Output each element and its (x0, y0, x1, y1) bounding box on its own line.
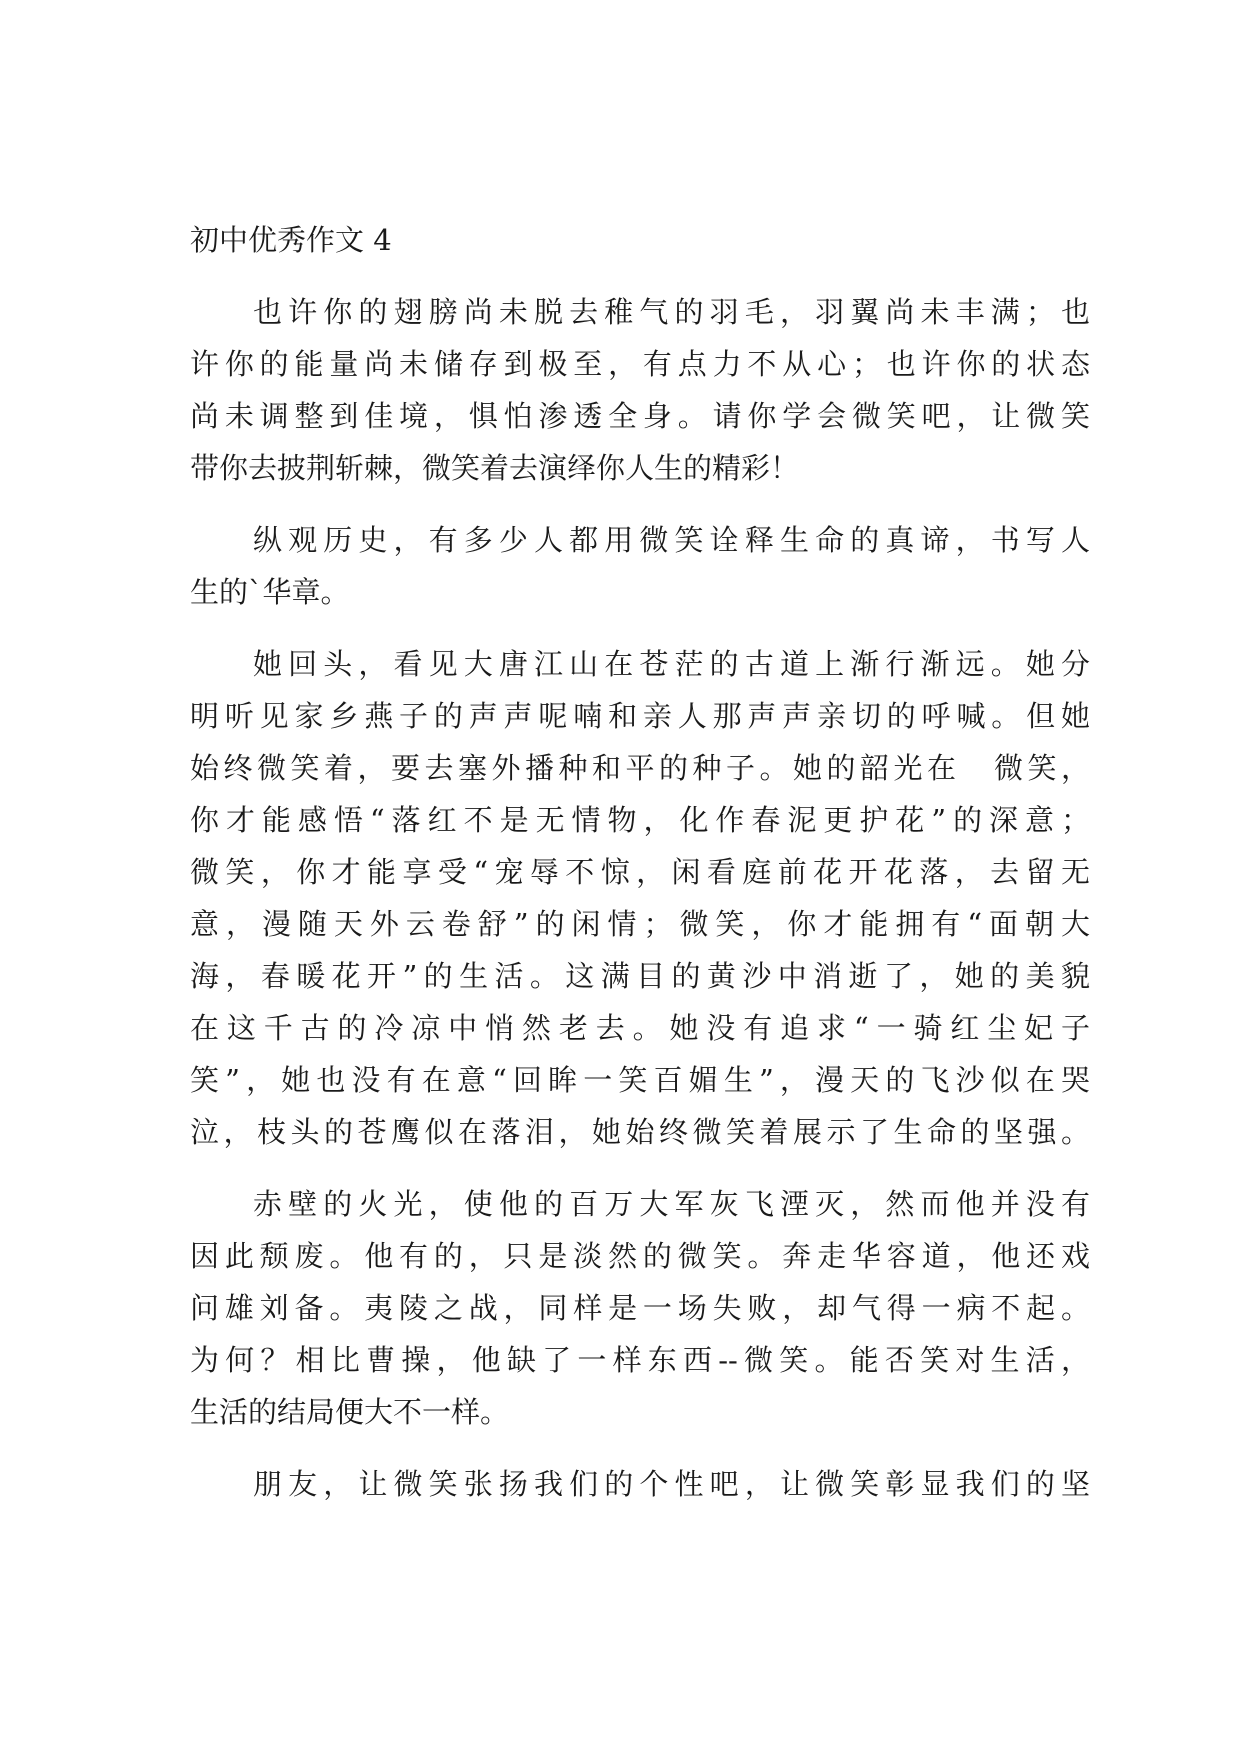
text-line: 始终微笑着，要去塞外播种和平的种子。她的韶光在 微笑， (190, 751, 1090, 785)
text-line: 纵观历史，有多少人都用微笑诠释生命的真谛，书写人 (253, 523, 1090, 557)
text-line: 因此颓废。他有的，只是淡然的微笑。奔走华容道，他还戏 (190, 1239, 1090, 1273)
text-line: 明听见家乡燕子的声声呢喃和亲人那声声亲切的呼喊。但她 (190, 699, 1090, 733)
text-line: 问雄刘备。夷陵之战，同样是一场失败，却气得一病不起。 (190, 1291, 1090, 1325)
text-line: 意，漫随天外云卷舒”的闲情；微笑，你才能拥有“面朝大 (190, 907, 1090, 941)
text-line: 生活的结局便大不一样。 (190, 1395, 510, 1429)
text-line: 她回头，看见大唐江山在苍茫的古道上渐行渐远。她分 (253, 647, 1090, 681)
text-line: 为何？相比曹操，他缺了一样东西--微笑。能否笑对生活， (190, 1343, 1090, 1377)
text-line: 生的`华章。 (190, 575, 350, 609)
text-line: 朋友，让微笑张扬我们的个性吧，让微笑彰显我们的坚 (253, 1467, 1090, 1501)
text-line: 笑”，她也没有在意“回眸一笑百媚生”，漫天的飞沙似在哭 (190, 1063, 1090, 1097)
text-line: 尚未调整到佳境，惧怕渗透全身。请你学会微笑吧，让微笑 (190, 399, 1090, 433)
text-line: 赤壁的火光，使他的百万大军灰飞湮灭，然而他并没有 (253, 1187, 1090, 1221)
text-line: 微笑，你才能享受“宠辱不惊，闲看庭前花开花落，去留无 (190, 855, 1090, 889)
document-title: 初中优秀作文 4 (190, 223, 392, 257)
text-line: 带你去披荆斩棘，微笑着去演绎你人生的精彩！ (190, 451, 800, 485)
text-line: 在这千古的冷凉中悄然老去。她没有追求“一骑红尘妃子 (190, 1011, 1090, 1045)
text-line: 也许你的翅膀尚未脱去稚气的羽毛，羽翼尚未丰满；也 (253, 295, 1090, 329)
text-line: 你才能感悟“落红不是无情物，化作春泥更护花”的深意； (190, 803, 1090, 837)
text-line: 泣，枝头的苍鹰似在落泪，她始终微笑着展示了生命的坚强。 (190, 1115, 1090, 1149)
text-line: 海，春暖花开”的生活。这满目的黄沙中消逝了，她的美貌 (190, 959, 1090, 993)
text-line: 许你的能量尚未储存到极至，有点力不从心；也许你的状态 (190, 347, 1090, 381)
